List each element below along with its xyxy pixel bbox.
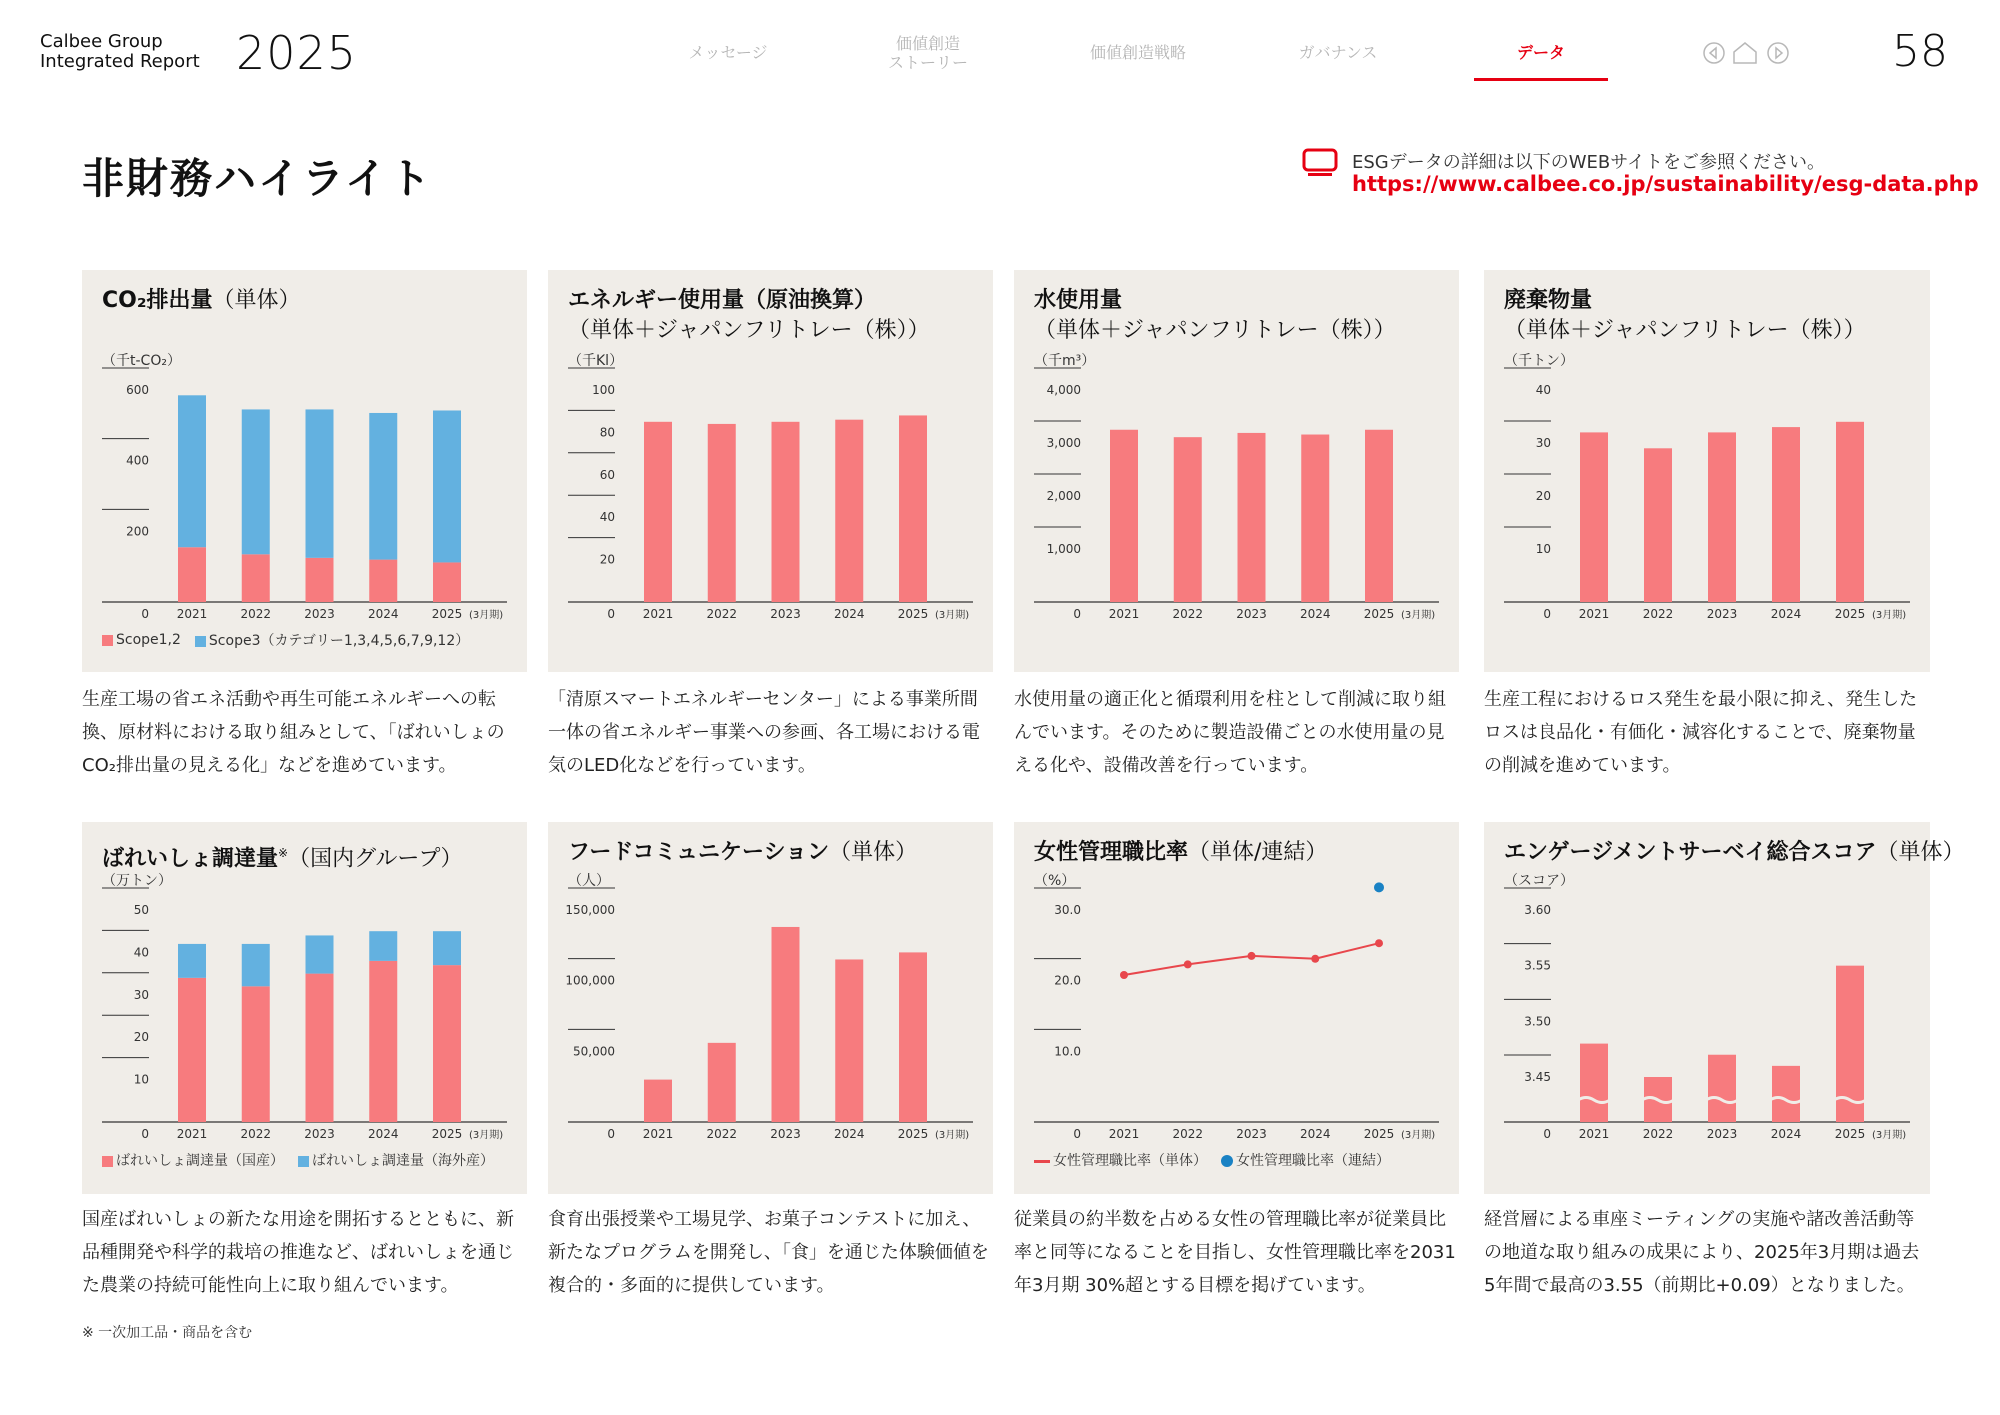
card-title-main: 水使用量 [1034, 288, 1123, 313]
bar-2024-series-1 [369, 560, 397, 602]
bar-2023 [1708, 1055, 1736, 1122]
x-tick-label: 2025 [897, 607, 929, 621]
chart-card [82, 270, 527, 672]
card-description: 経営層による車座ミーティングの実施や諸改善活動等の地道な取り組みの成果により、2025年3月期は過去5年間で最高の3.55（前期比+0.09）となりました。 [1484, 1209, 1920, 1296]
bar-2022 [1644, 448, 1672, 602]
card-description: 国産ばれいしょの新たな用途を開拓するとともに、新品種開発や科学的栽培の推進など、ばれいしょを通じた農業の持続可能性向上に取り組んでいます。 [82, 1209, 514, 1296]
legend-label: ばれいしょ調達量（海外産） [312, 1153, 494, 1169]
y-axis-unit: （千t-CO₂） [102, 353, 181, 369]
x-tick-label: 2024 [367, 1127, 399, 1141]
y-tick-label: 0 [607, 607, 615, 621]
x-tick-label: 2022 [1172, 607, 1204, 621]
y-tick-label: 3.50 [1524, 1014, 1551, 1029]
bar-2025 [899, 952, 927, 1122]
card-title-main: 廃棄物量 [1504, 288, 1593, 313]
legend-label: ばれいしょ調達量（国産） [116, 1153, 284, 1169]
y-axis-unit: （千m³） [1034, 353, 1096, 369]
report-year: 2025 [236, 26, 358, 80]
x-tick-label: 2024 [833, 1127, 865, 1141]
bar-2023-series-1 [306, 974, 334, 1122]
x-tick-label: 2021 [176, 1127, 208, 1141]
x-tick-label: 2021 [642, 1127, 674, 1141]
x-tick-label: 2022 [1642, 1127, 1674, 1141]
card-title-scope: （単体） [212, 288, 301, 313]
y-tick-label: 0 [141, 607, 149, 621]
x-tick-label: 2023 [304, 607, 335, 621]
y-tick-label: 3,000 [1046, 436, 1081, 450]
bar-2021 [644, 1080, 672, 1122]
prev-page-icon[interactable] [1702, 41, 1726, 65]
chart-svg [1014, 822, 1459, 1194]
chart-svg [548, 270, 993, 672]
card-description: 生産工程におけるロス発生を最小限に抑え、発生したロスは良品化・有価化・減容化することで、廃棄物量の削減を進めています。 [1484, 689, 1918, 776]
legend-swatch [1221, 1155, 1233, 1167]
point-2022-series-1 [1184, 960, 1192, 968]
x-axis-suffix: (3月期) [1401, 610, 1436, 621]
esg-link[interactable]: https://www.calbee.co.jp/sustainability/esg-data.php [1352, 172, 1979, 196]
x-tick-label: 2022 [706, 607, 738, 621]
x-axis-suffix: (3月期) [469, 1130, 504, 1141]
card-title-scope: （国内グループ） [288, 846, 463, 872]
legend-label: Scope3（カテゴリー1,3,4,5,6,7,9,12） [208, 633, 470, 649]
y-axis-unit: （千トン） [1504, 353, 1574, 369]
legend-label: Scope1,2 [116, 632, 181, 648]
nav-item-2[interactable]: 価値創造 ストーリー [887, 34, 968, 72]
bar-2021 [1580, 1044, 1608, 1122]
y-tick-label: 30 [133, 987, 149, 1002]
active-nav-underline [1474, 78, 1608, 81]
bar-2024 [835, 959, 863, 1122]
legend-label: 女性管理職比率（連結） [1236, 1153, 1390, 1169]
card-title-main: エネルギー使用量（原油換算） [568, 288, 877, 313]
bar-2023-series-2 [306, 409, 334, 557]
nav-item-5[interactable]: データ [1516, 43, 1565, 62]
y-tick-label: 0 [1543, 607, 1551, 621]
card-title-main: ばれいしょ調達量 [102, 846, 279, 872]
y-tick-label: 20 [1535, 489, 1551, 503]
card-description: 従業員の約半数を占める女性の管理職比率が従業員比率と同等になることを目指し、女性管理職比率を2031年3月期 30%超とする目標を掲げています。 [1014, 1209, 1456, 1296]
y-tick-label: 50 [133, 903, 149, 917]
x-tick-label: 2024 [1770, 1127, 1802, 1141]
y-tick-label: 40 [599, 510, 615, 525]
legend-item [1221, 1150, 1390, 1170]
x-tick-label: 2025 [897, 1127, 929, 1141]
bar-2025-series-2 [433, 931, 461, 965]
legend-item [195, 630, 469, 650]
card-description: 水使用量の適正化と循環利用を柱として削減に取り組んでいます。そのために製造設備ごとの水使用量の見える化や、設備改善を行っています。 [1014, 689, 1446, 776]
y-tick-label: 0 [141, 1127, 149, 1141]
legend-swatch [102, 635, 113, 646]
y-tick-label: 20.0 [1054, 973, 1081, 988]
x-tick-label: 2023 [1706, 607, 1738, 621]
x-axis-suffix: (3月期) [469, 610, 504, 621]
bar-2021-series-1 [178, 978, 206, 1122]
legend-item [1034, 1150, 1207, 1170]
y-tick-label: 200 [126, 524, 149, 539]
y-tick-label: 20 [133, 1030, 149, 1045]
bar-2022-series-1 [242, 986, 270, 1122]
bar-2022-series-2 [242, 409, 270, 554]
point-2021-series-1 [1120, 971, 1128, 979]
chart-card [1014, 822, 1459, 1194]
card-title-scope: （単体/連結） [1188, 840, 1328, 865]
bar-2024 [835, 420, 863, 602]
chart-legend [1034, 1150, 1390, 1170]
card-title-main: エンゲージメントサーベイ総合スコア [1504, 840, 1877, 865]
y-tick-label: 80 [599, 425, 615, 440]
y-axis-unit: （千Kl） [568, 353, 624, 369]
x-tick-label: 2021 [642, 607, 674, 621]
chart-legend [102, 630, 469, 650]
chart-svg [548, 822, 993, 1194]
chart-card [548, 822, 993, 1194]
x-tick-label: 2024 [833, 607, 865, 621]
legend-swatch [195, 636, 206, 647]
bar-2022 [708, 424, 736, 602]
bar-2021-series-2 [178, 395, 206, 547]
x-tick-label: 2021 [1578, 607, 1610, 621]
bar-2022 [708, 1043, 736, 1122]
y-tick-label: 10.0 [1054, 1044, 1081, 1059]
chart-svg [82, 270, 527, 672]
chart-card [1484, 270, 1930, 672]
legend-label: 女性管理職比率（単体） [1053, 1153, 1207, 1169]
chart-card [1014, 270, 1459, 672]
x-tick-label: 2021 [1108, 607, 1140, 621]
x-axis-suffix: (3月期) [1872, 610, 1907, 621]
y-tick-label: 3.45 [1524, 1070, 1551, 1084]
point-2024-series-1 [1311, 955, 1319, 963]
x-tick-label: 2021 [1578, 1127, 1610, 1141]
esg-note: ESGデータの詳細は以下のWEBサイトをご参照ください。 [1352, 152, 1826, 173]
x-axis-suffix: (3月期) [935, 610, 970, 621]
y-tick-label: 4,000 [1046, 383, 1081, 397]
bar-2024 [1772, 1066, 1800, 1122]
y-tick-label: 100,000 [565, 973, 615, 988]
y-tick-label: 30.0 [1054, 903, 1081, 917]
web-icon [1302, 148, 1338, 178]
y-tick-label: 10 [1535, 542, 1551, 556]
bar-2025-series-1 [433, 965, 461, 1122]
x-tick-label: 2023 [1236, 607, 1267, 621]
y-tick-label: 2,000 [1046, 489, 1081, 503]
legend-swatch [102, 1156, 113, 1167]
x-tick-label: 2025 [431, 1127, 463, 1141]
bar-2023 [1238, 433, 1266, 602]
y-tick-label: 400 [126, 453, 149, 468]
page-number: 58 [1892, 26, 1948, 77]
card-description: 生産工場の省エネ活動や再生可能エネルギーへの転換、原材料における取り組みとして、「ばれいしょのCO₂排出量の見える化」などを進めています。 [82, 689, 505, 776]
y-axis-unit: （人） [568, 873, 610, 889]
y-tick-label: 30 [1535, 436, 1551, 450]
x-tick-label: 2025 [1363, 607, 1395, 621]
bar-2021 [1110, 430, 1138, 602]
bar-2023 [772, 422, 800, 602]
x-tick-label: 2022 [240, 607, 272, 621]
bar-2025 [1836, 422, 1864, 602]
chart-card [82, 822, 527, 1194]
y-tick-label: 60 [599, 467, 615, 482]
x-tick-label: 2022 [1172, 1127, 1204, 1141]
y-tick-label: 50,000 [573, 1044, 615, 1059]
nav-item-1[interactable]: メッセージ [688, 43, 768, 62]
footnote-mark: ※ [278, 846, 289, 860]
x-axis-suffix: (3月期) [1401, 1130, 1436, 1141]
chart-card [548, 270, 993, 672]
card-description: 食育出張授業や工場見学、お菓子コンテストに加え、新たなプログラムを開発し、「食」を通じた体験価値を複合的・多面的に提供しています。 [548, 1209, 989, 1296]
brand-line1: Calbee Group [40, 31, 163, 52]
y-tick-label: 0 [1073, 1127, 1081, 1141]
bar-2022-series-2 [242, 944, 270, 986]
point-2025-series-2 [1374, 882, 1384, 892]
bar-2021-series-1 [178, 547, 206, 602]
x-tick-label: 2024 [367, 607, 399, 621]
y-tick-label: 1,000 [1046, 542, 1081, 556]
nav-item-3[interactable]: 価値創造戦略 [1089, 43, 1186, 62]
bar-2024-series-1 [369, 961, 397, 1122]
bar-2023 [1708, 432, 1736, 602]
y-tick-label: 20 [599, 552, 615, 567]
legend-item [102, 632, 181, 648]
y-tick-label: 0 [1543, 1127, 1551, 1141]
x-tick-label: 2024 [1299, 1127, 1331, 1141]
x-tick-label: 2021 [1108, 1127, 1140, 1141]
chart-svg [1484, 270, 1930, 672]
bar-2021 [644, 422, 672, 602]
bar-2025 [899, 415, 927, 602]
x-tick-label: 2022 [706, 1127, 738, 1141]
bar-2024-series-2 [369, 413, 397, 560]
bar-2024-series-2 [369, 931, 397, 961]
x-axis-suffix: (3月期) [1872, 1130, 1907, 1141]
x-tick-label: 2023 [1706, 1127, 1738, 1141]
card-title-main: 女性管理職比率 [1034, 840, 1189, 865]
y-tick-label: 150,000 [565, 903, 615, 917]
x-tick-label: 2024 [1299, 607, 1331, 621]
point-2025-series-1 [1375, 939, 1383, 947]
chart-svg [82, 822, 527, 1194]
bar-2023-series-1 [306, 558, 334, 602]
y-tick-label: 10 [133, 1072, 149, 1087]
card-title-scope: （単体） [829, 840, 918, 865]
bar-2024 [1301, 435, 1329, 602]
x-tick-label: 2023 [304, 1127, 335, 1141]
card-title-scope: （単体） [1876, 840, 1965, 865]
x-tick-label: 2025 [1834, 607, 1866, 621]
page-title: 非財務ハイライト [82, 154, 433, 203]
chart-svg [1014, 270, 1459, 672]
bar-2023-series-2 [306, 935, 334, 973]
y-axis-unit: （%） [1034, 873, 1076, 889]
x-tick-label: 2023 [1236, 1127, 1267, 1141]
y-axis-unit: （スコア） [1504, 873, 1574, 889]
home-icon[interactable] [1732, 41, 1758, 65]
chart-card [1484, 822, 1965, 1194]
y-axis-unit: （万トン） [102, 873, 172, 889]
chart-svg [1484, 822, 1930, 1194]
x-tick-label: 2025 [431, 607, 463, 621]
footnote: ※ 一次加工品・商品を含む [82, 1325, 253, 1341]
x-tick-label: 2023 [770, 1127, 801, 1141]
point-2023-series-1 [1248, 952, 1256, 960]
bar-2022-series-1 [242, 554, 270, 602]
x-tick-label: 2023 [770, 607, 801, 621]
bar-2021 [1580, 432, 1608, 602]
bar-2025 [1365, 430, 1393, 602]
card-title-scope: （単体＋ジャパンフリトレー（株）） [1504, 318, 1866, 343]
bar-2022 [1174, 437, 1202, 602]
legend-item [102, 1150, 284, 1170]
legend-item [298, 1150, 494, 1170]
brand-logo[interactable] [40, 32, 200, 72]
x-tick-label: 2021 [176, 607, 208, 621]
y-tick-label: 40 [1535, 383, 1551, 397]
card-title-scope: （単体＋ジャパンフリトレー（株）） [568, 318, 930, 343]
bar-2023 [772, 927, 800, 1122]
bar-2024 [1772, 427, 1800, 602]
y-tick-label: 100 [592, 383, 615, 397]
y-tick-label: 3.60 [1524, 903, 1551, 917]
bar-2025-series-2 [433, 410, 461, 562]
x-tick-label: 2022 [1642, 607, 1674, 621]
card-title-main: フードコミュニケーション [568, 840, 830, 865]
y-tick-label: 600 [126, 383, 149, 397]
legend-swatch [1034, 1160, 1050, 1163]
chart-legend [102, 1150, 494, 1170]
x-tick-label: 2025 [1363, 1127, 1395, 1141]
card-title-scope: （単体＋ジャパンフリトレー（株）） [1034, 318, 1396, 343]
card-title-main: CO₂排出量 [102, 288, 213, 313]
next-page-icon[interactable] [1766, 41, 1790, 65]
legend-swatch [298, 1156, 309, 1167]
x-tick-label: 2024 [1770, 607, 1802, 621]
card-description: 「清原スマートエネルギーセンター」による事業所間一体の省エネルギー事業への参画、各工場における電気のLED化などを行っています。 [548, 689, 980, 776]
bar-2021-series-2 [178, 944, 206, 978]
nav-item-4[interactable]: ガバナンス [1298, 43, 1378, 62]
brand-line2: Integrated Report [40, 51, 200, 72]
y-tick-label: 0 [607, 1127, 615, 1141]
bar-2025-series-1 [433, 562, 461, 602]
x-axis-suffix: (3月期) [935, 1130, 970, 1141]
y-tick-label: 40 [133, 945, 149, 960]
y-tick-label: 0 [1073, 607, 1081, 621]
x-tick-label: 2025 [1834, 1127, 1866, 1141]
x-tick-label: 2022 [240, 1127, 272, 1141]
y-tick-label: 3.55 [1524, 958, 1551, 973]
